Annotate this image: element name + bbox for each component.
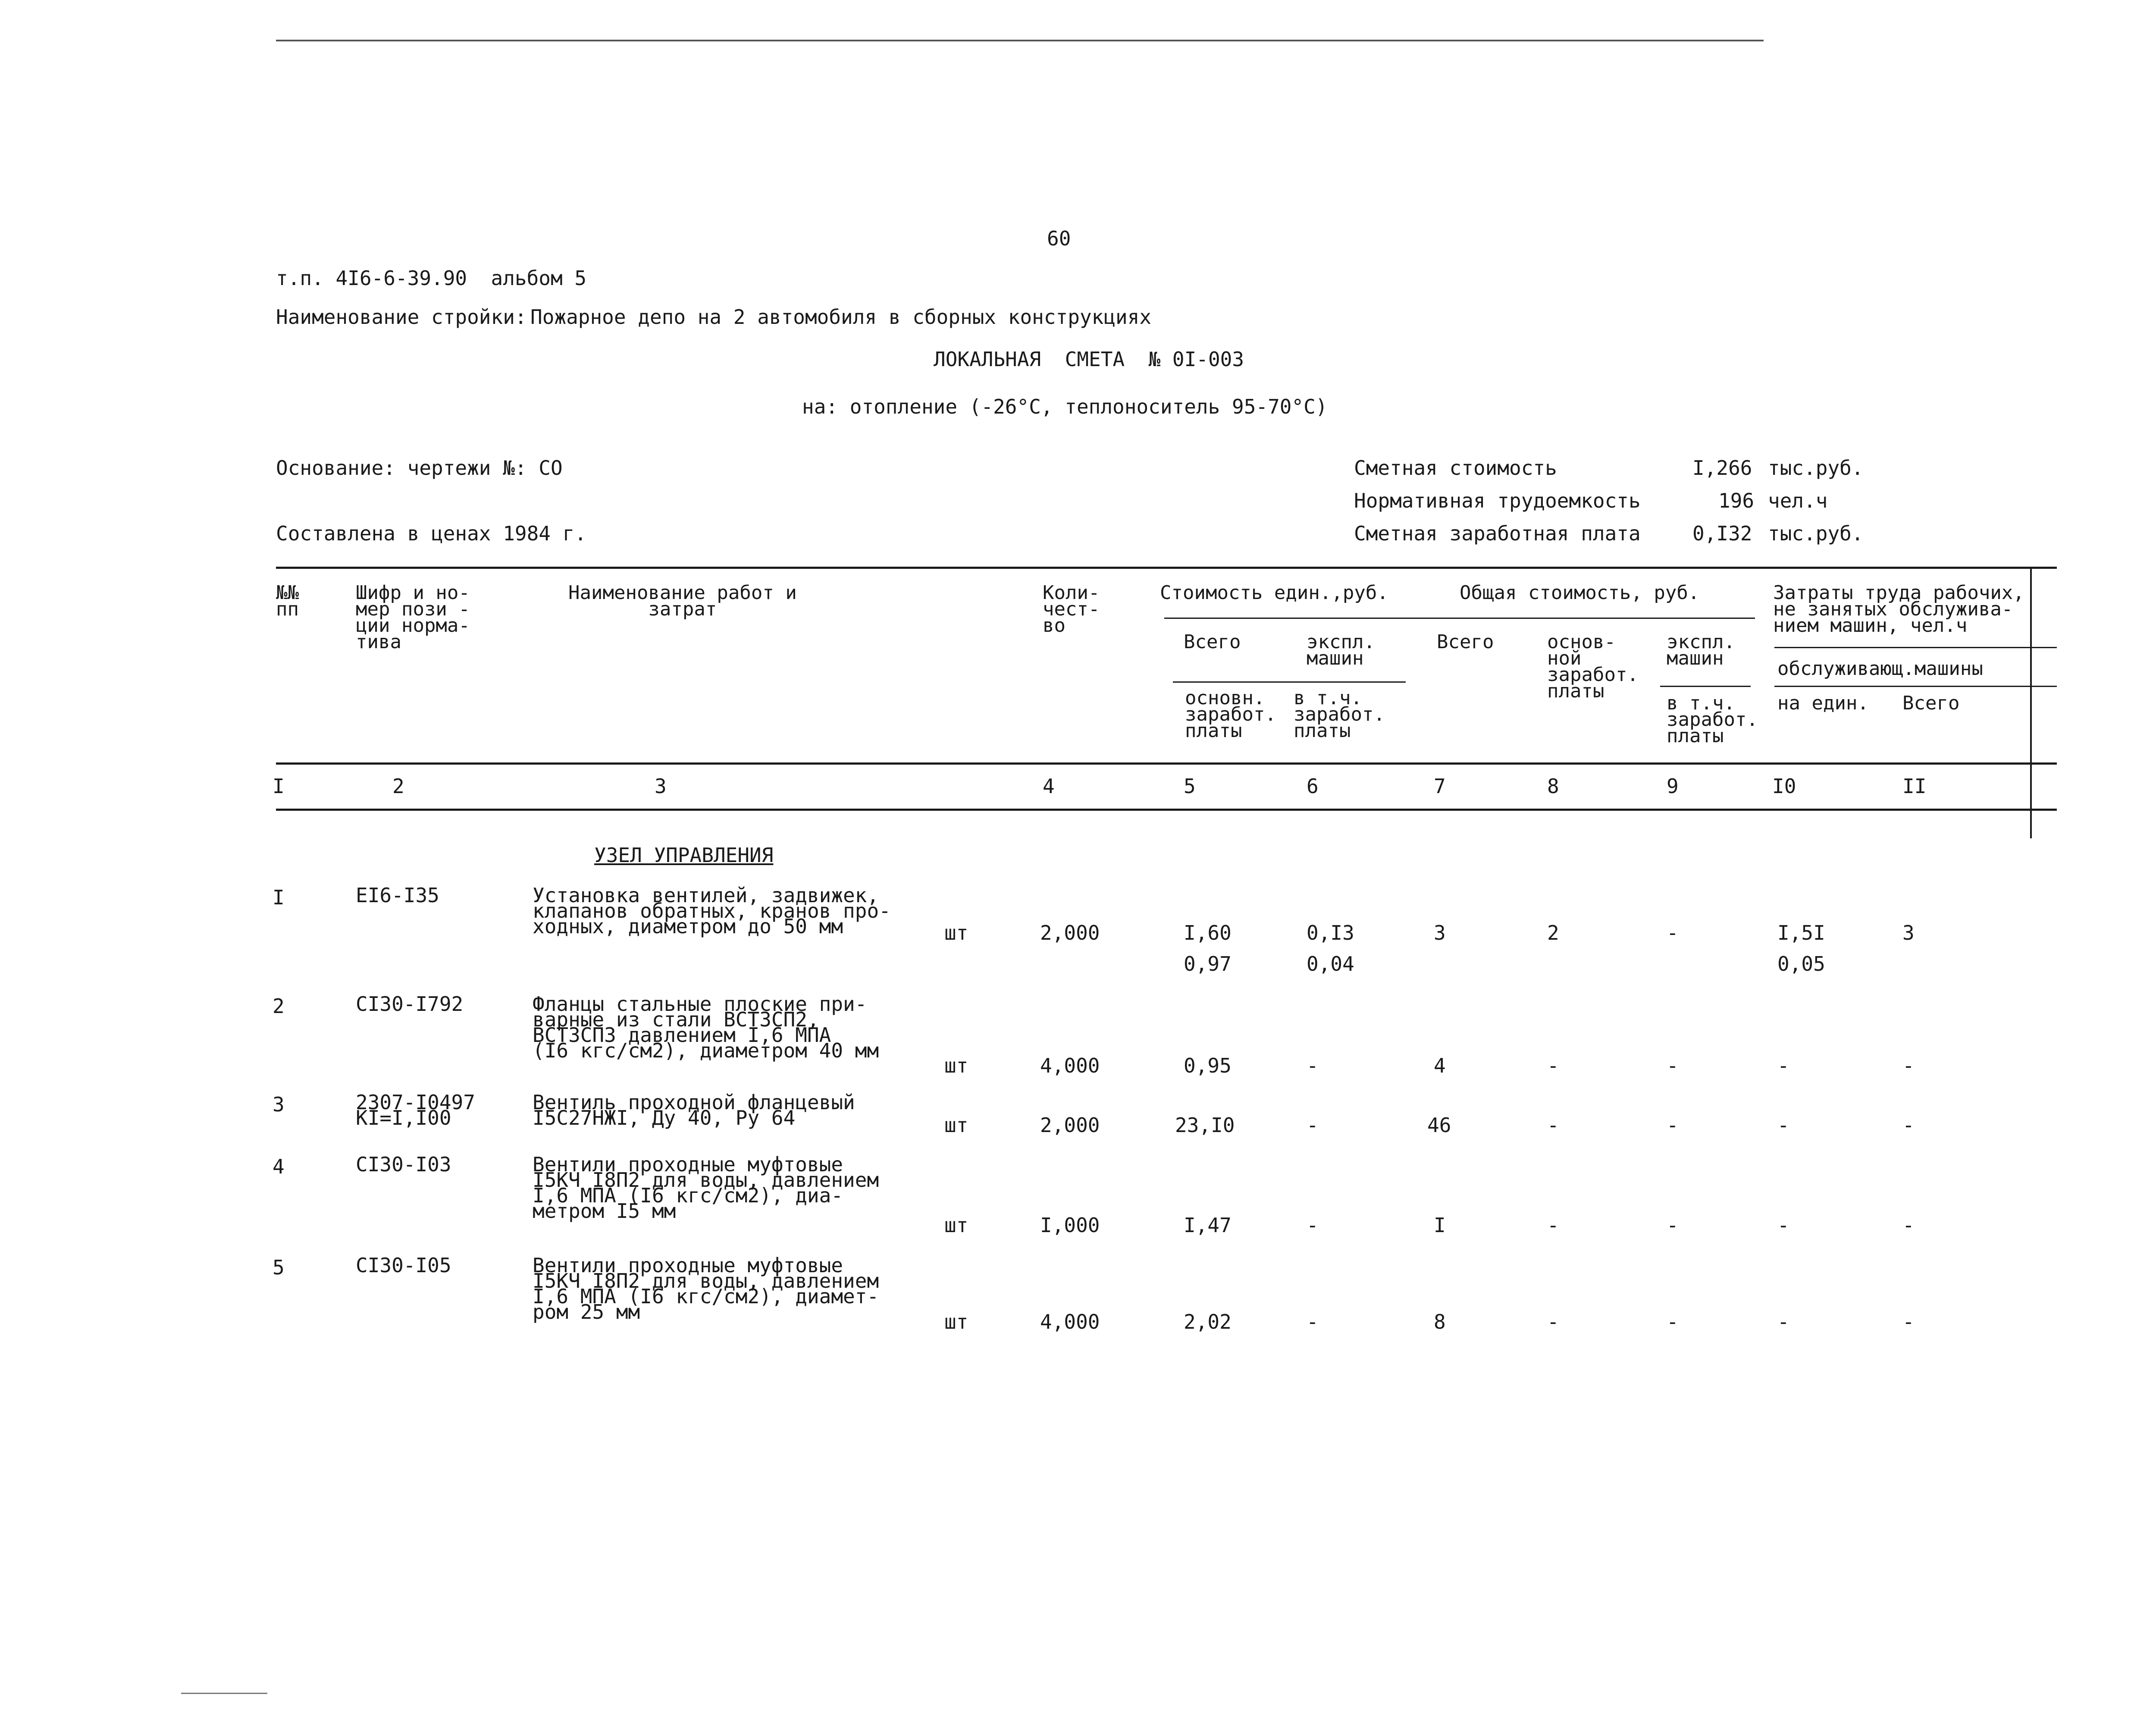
row-labor-per-unit-2: 0,05 — [1777, 952, 1825, 976]
column-number: 2 — [392, 775, 404, 798]
summary-unit: чел.ч — [1768, 489, 1828, 512]
header-unit-incl-wage: в т.ч. заработ. платы — [1294, 687, 1385, 742]
row-name: Вентили проходные муфтовые I5КЧ I8П2 для воды, давлением I,6 МПА (I6 кгс/см2), диамет- ром 25 мм — [533, 1254, 879, 1324]
header-bottom-rule — [276, 762, 2057, 765]
header-unit-cost-machines: экспл. машин — [1307, 631, 1375, 669]
row-total-cost: I — [1434, 1214, 1446, 1237]
construction-label: Наименование стройки: — [276, 305, 527, 329]
row-qty: I,000 — [1040, 1214, 1100, 1237]
column-number: 8 — [1547, 775, 1559, 798]
labor-sub-rule — [1774, 686, 2057, 687]
row-total-machines: - — [1667, 1114, 1679, 1137]
row-number: 4 — [273, 1155, 285, 1178]
column-number: 3 — [655, 775, 667, 798]
summary-label: Нормативная трудоемкость — [1354, 489, 1641, 512]
row-unit: шт — [944, 1114, 968, 1137]
row-unit: шт — [944, 921, 968, 944]
section-title: УЗЕЛ УПРАВЛЕНИЯ — [594, 844, 774, 867]
header-unit-cost: Стоимость един.,руб. — [1160, 582, 1388, 604]
summary-label: Сметная заработная плата — [1354, 522, 1641, 545]
row-unit-cost-total: I,47 — [1184, 1214, 1232, 1237]
row-code: CI30-I792 — [356, 992, 464, 1016]
construction-name: Пожарное депо на 2 автомобиля в сборных конструкциях — [530, 305, 1152, 329]
row-qty: 2,000 — [1040, 921, 1100, 944]
column-number: 4 — [1043, 775, 1055, 798]
prices-year: Составлена в ценах 1984 г. — [276, 522, 587, 545]
row-number: 3 — [273, 1093, 285, 1116]
row-total-machines: - — [1667, 1214, 1679, 1237]
row-unit-cost-machines: - — [1307, 1114, 1319, 1137]
header-total-incl-wage: в т.ч. заработ. платы — [1667, 692, 1758, 747]
header-total-cost: Общая стоимость, руб. — [1460, 582, 1700, 604]
bottom-edge-mark — [181, 1693, 267, 1694]
row-unit: шт — [944, 1214, 968, 1237]
cost-group-rule — [1164, 618, 1755, 619]
row-number: 5 — [273, 1256, 285, 1279]
row-total-machines: - — [1667, 1054, 1679, 1077]
header-total-machines: экспл. машин — [1667, 631, 1735, 669]
row-qty: 2,000 — [1040, 1114, 1100, 1137]
header-code: Шифр и но- мер пози - ции норма- тива — [356, 582, 470, 653]
row-labor-total: - — [1902, 1310, 1915, 1333]
summary-label: Сметная стоимость — [1354, 456, 1557, 480]
row-name: Вентиль проходной фланцевый I5С27НЖI, Ду 40, Ру 64 — [533, 1091, 855, 1129]
column-number: II — [1902, 775, 1927, 798]
header-unit-cost-total: Всего — [1184, 631, 1241, 653]
row-labor-per-unit: I,5I — [1777, 921, 1825, 944]
row-total-wage: 2 — [1547, 921, 1559, 944]
row-total-cost: 3 — [1434, 921, 1446, 944]
summary-unit: тыс.руб. — [1768, 522, 1864, 545]
column-number: 6 — [1307, 775, 1319, 798]
row-number: I — [273, 886, 285, 909]
column-numbers-rule — [276, 809, 2057, 811]
column-number: I — [273, 775, 285, 798]
row-qty: 4,000 — [1040, 1310, 1100, 1333]
header-labor: Затраты труда рабочих, не занятых обслужива- нием машин, чел.ч — [1773, 582, 2024, 637]
row-name: Установка вентилей, задвижек, клапанов обратных, кранов про- ходных, диаметром до 50 мм — [533, 884, 891, 938]
page-number: 60 — [1047, 227, 1071, 250]
row-unit-cost-total: 2,02 — [1184, 1310, 1232, 1333]
basis: Основание: чертежи №: СО — [276, 456, 563, 480]
column-number: 5 — [1184, 775, 1196, 798]
row-total-wage: - — [1547, 1214, 1559, 1237]
row-labor-per-unit: - — [1777, 1114, 1789, 1137]
column-number: 9 — [1667, 775, 1679, 798]
row-total-cost: 4 — [1434, 1054, 1446, 1077]
row-unit: шт — [944, 1054, 968, 1077]
header-labor-total: Всего — [1902, 692, 1960, 714]
row-labor-total: - — [1902, 1214, 1915, 1237]
header-labor-service: обслуживающ.машины — [1777, 658, 1983, 680]
row-unit-cost-total: 23,I0 — [1175, 1114, 1235, 1137]
header-name: Наименование работ и затрат — [568, 582, 797, 620]
row-unit-cost-machines: - — [1307, 1214, 1319, 1237]
project-ref: т.п. 4I6-6-39.90 альбом 5 — [276, 267, 587, 290]
estimate-subject: на: отопление (-26°С, теплоноситель 95-70°С) — [802, 395, 1328, 418]
row-total-machines: - — [1667, 1310, 1679, 1333]
header-total-basic-wage: основ- ной заработ. платы — [1547, 631, 1639, 702]
row-total-wage: - — [1547, 1054, 1559, 1077]
machine-sub-rule — [1660, 686, 1751, 687]
row-labor-total: - — [1902, 1114, 1915, 1137]
summary-unit: тыс.руб. — [1768, 456, 1864, 480]
summary-value: 196 — [1718, 489, 1755, 512]
header-qty: Коли- чест- во — [1043, 582, 1100, 637]
header-num: №№ пп — [276, 582, 299, 620]
row-total-wage: - — [1547, 1114, 1559, 1137]
row-labor-per-unit: - — [1777, 1214, 1789, 1237]
row-total-cost: 8 — [1434, 1310, 1446, 1333]
header-total-cost-total: Всего — [1437, 631, 1494, 653]
row-code: 2307-I0497 KI=I,I00 — [356, 1091, 475, 1129]
estimate-title: ЛОКАЛЬНАЯ СМЕТА № 0I-003 — [934, 348, 1244, 371]
row-name: Вентили проходные муфтовые I5КЧ I8П2 для воды, давлением I,6 МПА (I6 кгс/см2), диа- метром I5 мм — [533, 1153, 879, 1223]
row-number: 2 — [273, 994, 285, 1018]
row-unit-cost-total: 0,95 — [1184, 1054, 1232, 1077]
row-unit-cost-total: I,60 — [1184, 921, 1232, 944]
column-number: I0 — [1772, 775, 1796, 798]
header-labor-per-unit: на един. — [1777, 692, 1869, 714]
top-edge-line — [276, 40, 1764, 41]
row-total-cost: 46 — [1427, 1114, 1451, 1137]
row-unit: шт — [944, 1310, 968, 1333]
table-top-rule — [276, 567, 2057, 569]
row-unit-cost-machines: - — [1307, 1310, 1319, 1333]
row-qty: 4,000 — [1040, 1054, 1100, 1077]
row-labor-per-unit: - — [1777, 1054, 1789, 1077]
table-right-rule — [2030, 567, 2032, 838]
row-unit-cost-machines: 0,I3 — [1307, 921, 1354, 944]
header-unit-basic-wage: основн. заработ. платы — [1185, 687, 1276, 742]
row-code: CI30-I05 — [356, 1254, 451, 1277]
column-number: 7 — [1434, 775, 1446, 798]
row-total-machines: - — [1667, 921, 1679, 944]
row-code: EI6-I35 — [356, 884, 439, 907]
labor-group-rule — [1774, 647, 2057, 648]
row-name: Фланцы стальные плоские при- варные из стали ВСТ3СП2, ВСТ3СП3 давлением I,6 МПА (I6 кгс/см2), диаметром 40 мм — [533, 992, 879, 1062]
summary-value: I,266 — [1692, 456, 1752, 480]
row-labor-total: 3 — [1902, 921, 1915, 944]
row-unit-cost-machines: - — [1307, 1054, 1319, 1077]
row-code: CI30-I03 — [356, 1153, 451, 1176]
row-labor-per-unit: - — [1777, 1310, 1789, 1333]
row-unit-cost-wage: 0,97 — [1184, 952, 1232, 976]
row-unit-machine-wage: 0,04 — [1307, 952, 1354, 976]
unit-cost-sub-rule — [1173, 681, 1406, 683]
row-labor-total: - — [1902, 1054, 1915, 1077]
row-total-wage: - — [1547, 1310, 1559, 1333]
summary-value: 0,I32 — [1692, 522, 1752, 545]
